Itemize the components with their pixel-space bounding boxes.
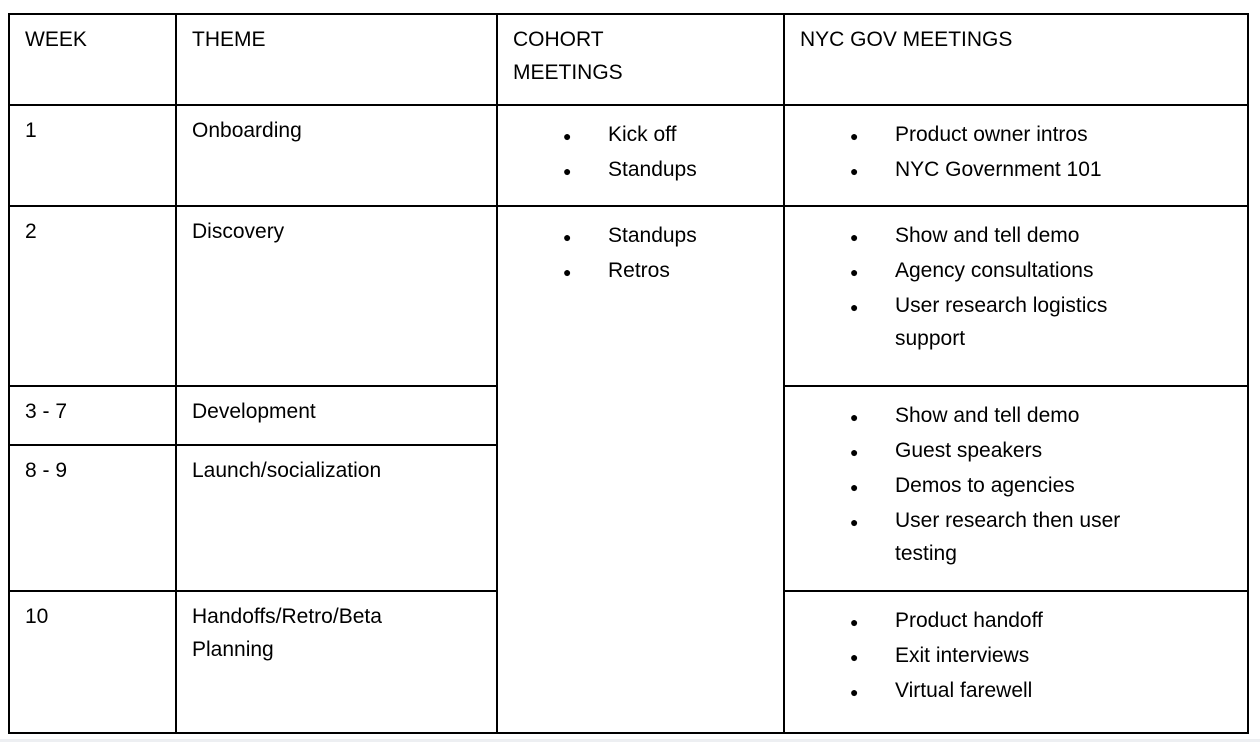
theme-label: Launch/socialization [192, 459, 382, 482]
list-item-text: User research then user testing [895, 509, 1121, 565]
list-item-text: Demos to agencies [895, 474, 1075, 497]
cell-week: 3 - 7 [9, 386, 176, 445]
list-item [850, 674, 1235, 709]
cell-cohort-meetings-merged [497, 206, 784, 733]
cell-week: 8 - 9 [9, 445, 176, 591]
theme-label: Handoffs/Retro/Beta Planning [192, 605, 382, 661]
nyc-gov-meetings-list [800, 604, 1235, 709]
header-cell-theme [176, 14, 497, 105]
schedule-table [8, 13, 1249, 734]
cohort-meetings-list [513, 118, 771, 188]
header-row [9, 14, 1248, 105]
bullet-icon: ● [850, 229, 859, 245]
cell-nyc-gov-meetings [784, 206, 1248, 386]
bullet-icon: ● [850, 614, 859, 630]
bullet-icon: ● [850, 163, 859, 179]
list-item [563, 254, 771, 289]
list-item [850, 639, 1235, 674]
list-item [850, 434, 1235, 469]
header-cell-week [9, 14, 176, 105]
cell-theme [176, 591, 497, 733]
cell-nyc-gov-meetings-merged [784, 386, 1248, 591]
list-item-text: Show and tell demo [895, 404, 1080, 427]
list-item [850, 254, 1235, 289]
bullet-icon: ● [850, 264, 859, 280]
cohort-meetings-list [513, 219, 771, 289]
cell-nyc-gov-meetings [784, 105, 1248, 206]
row-week-1 [9, 105, 1248, 206]
cell-nyc-gov-meetings [784, 591, 1248, 733]
header-cohort-meetings-label: COHORT MEETINGS [513, 28, 623, 84]
header-theme-label: THEME [192, 28, 266, 51]
bullet-icon: ● [850, 514, 859, 530]
list-item [563, 118, 771, 153]
header-nyc-gov-meetings-label: NYC GOV MEETINGS [800, 28, 1013, 51]
list-item-text: Standups [608, 224, 697, 247]
bullet-icon: ● [850, 649, 859, 665]
theme-label: Development [192, 400, 316, 423]
list-item-text: Show and tell demo [895, 224, 1080, 247]
cell-theme [176, 105, 497, 206]
list-item-text: Exit interviews [895, 644, 1030, 667]
list-item [850, 469, 1235, 504]
list-item [850, 153, 1235, 188]
cell-theme [176, 386, 497, 445]
bullet-icon: ● [850, 299, 859, 315]
list-item [850, 604, 1235, 639]
list-item [850, 399, 1235, 434]
list-item [850, 219, 1235, 254]
header-cell-nyc-gov-meetings [784, 14, 1248, 105]
bullet-icon: ● [563, 264, 572, 280]
bullet-icon: ● [563, 128, 572, 144]
list-item-text: Kick off [608, 123, 677, 146]
list-item [563, 219, 771, 254]
list-item [850, 504, 1235, 570]
nyc-gov-meetings-list [800, 399, 1235, 570]
list-item-text: Product owner intros [895, 123, 1088, 146]
theme-label: Onboarding [192, 119, 302, 142]
list-item-text: User research logistics support [895, 294, 1108, 350]
cell-theme [176, 445, 497, 591]
bullet-icon: ● [850, 444, 859, 460]
list-item-text: Retros [608, 259, 670, 282]
list-item-text: Virtual farewell [895, 679, 1033, 702]
theme-label: Discovery [192, 220, 285, 243]
cell-week: 10 [9, 591, 176, 733]
bullet-icon: ● [850, 409, 859, 425]
header-cell-cohort-meetings [497, 14, 784, 105]
list-item [563, 153, 771, 188]
cell-week: 1 [9, 105, 176, 206]
list-item-text: Agency consultations [895, 259, 1094, 282]
nyc-gov-meetings-list [800, 219, 1235, 355]
header-week-label: WEEK [25, 28, 87, 51]
bullet-icon: ● [850, 684, 859, 700]
list-item [850, 118, 1235, 153]
bullet-icon: ● [850, 128, 859, 144]
list-item-text: Product handoff [895, 609, 1043, 632]
bullet-icon: ● [563, 163, 572, 179]
cell-theme [176, 206, 497, 386]
cell-week: 2 [9, 206, 176, 386]
nyc-gov-meetings-list [800, 118, 1235, 188]
row-week-2 [9, 206, 1248, 386]
cell-cohort-meetings [497, 105, 784, 206]
list-item-text: Guest speakers [895, 439, 1043, 462]
bullet-icon: ● [563, 229, 572, 245]
list-item-text: NYC Government 101 [895, 158, 1102, 181]
bullet-icon: ● [850, 479, 859, 495]
list-item [850, 289, 1235, 355]
list-item-text: Standups [608, 158, 697, 181]
